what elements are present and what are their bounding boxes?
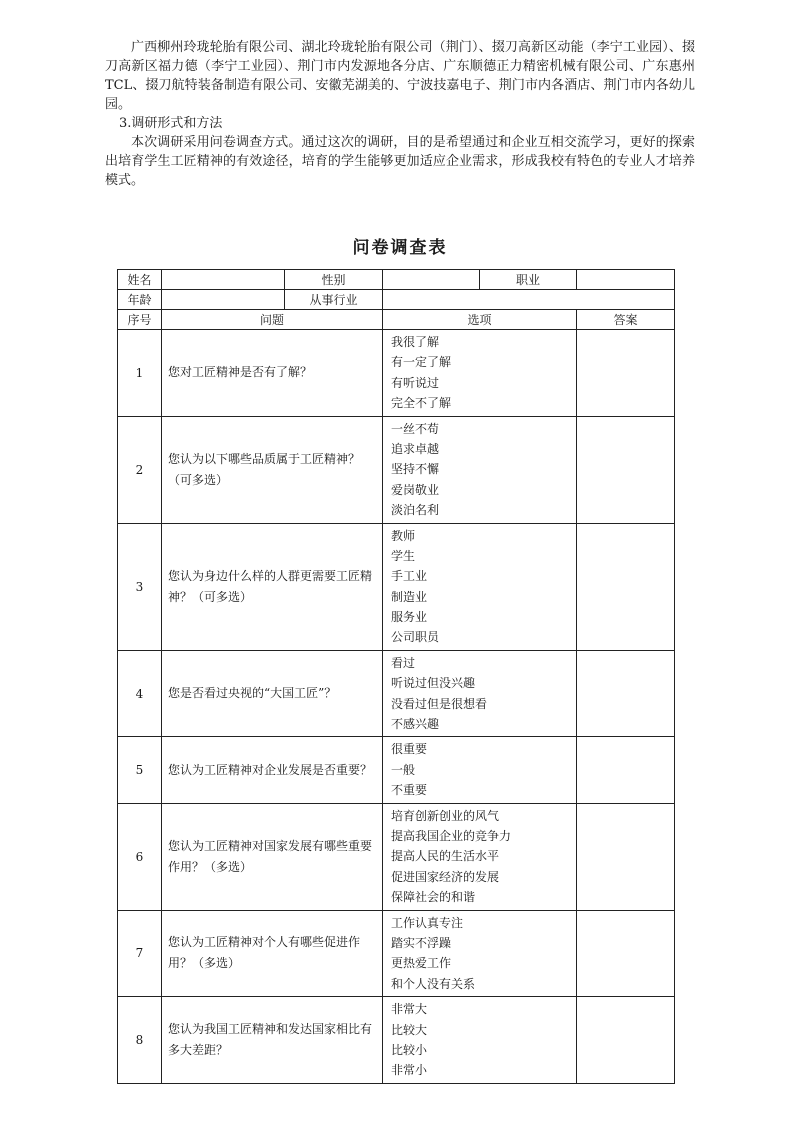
question-options — [383, 737, 577, 803]
question-row — [118, 737, 675, 803]
question-text: 您认为身边什么样的人群更需要工匠精神？（可多选） — [162, 523, 383, 650]
option-item: 学生 — [391, 548, 416, 563]
question-rows — [118, 330, 675, 1084]
question-number: 4 — [118, 650, 162, 737]
answer-cell[interactable] — [577, 650, 675, 737]
option-item: 服务业 — [391, 610, 428, 625]
option-item: 一丝不苟 — [391, 421, 440, 436]
option-item: 更热爱工作 — [391, 956, 452, 971]
option-item: 教师 — [391, 528, 416, 543]
column-header-question: 问题 — [162, 310, 383, 330]
name-label: 姓名 — [118, 270, 162, 290]
answer-cell[interactable] — [577, 416, 675, 523]
option-item: 非常小 — [391, 1063, 428, 1078]
question-text: 您认为工匠精神对个人有哪些促进作用？（多选） — [162, 910, 383, 997]
question-number: 6 — [118, 803, 162, 910]
option-item: 和个人没有关系 — [391, 976, 476, 991]
column-header-answer: 答案 — [577, 310, 675, 330]
question-options — [383, 650, 577, 737]
option-item: 一般 — [391, 762, 416, 777]
option-item: 保障社会的和谐 — [391, 890, 476, 905]
industry-label: 从事行业 — [285, 290, 383, 310]
section-heading-method: 3.调研形式和方法 — [119, 116, 223, 131]
option-item: 比较小 — [391, 1042, 428, 1057]
name-field[interactable] — [162, 270, 285, 290]
option-item: 不重要 — [391, 783, 428, 798]
option-item: 我很了解 — [391, 335, 440, 349]
gender-label: 性别 — [285, 270, 383, 290]
question-text: 您认为工匠精神对国家发展有哪些重要作用？（多选） — [162, 803, 383, 910]
answer-cell[interactable] — [577, 997, 675, 1084]
question-row — [118, 330, 675, 417]
answer-cell[interactable] — [577, 910, 675, 997]
question-number: 3 — [118, 523, 162, 650]
option-item: 没看过但是很想看 — [391, 696, 488, 711]
column-header-no: 序号 — [118, 310, 162, 330]
question-text: 您认为工匠精神对企业发展是否重要？ — [162, 737, 383, 803]
option-item: 追求卓越 — [391, 441, 440, 456]
question-options — [383, 910, 577, 997]
question-number: 8 — [118, 997, 162, 1084]
question-text: 您认为我国工匠精神和发达国家相比有多大差距？ — [162, 997, 383, 1084]
answer-cell[interactable] — [577, 737, 675, 803]
question-row — [118, 650, 675, 737]
option-item: 公司职员 — [391, 630, 440, 645]
age-field[interactable] — [162, 290, 285, 310]
option-item: 有听说过 — [391, 375, 440, 390]
option-item: 提高人民的生活水平 — [391, 849, 500, 864]
questionnaire-title: 问卷调查表 — [352, 238, 448, 258]
option-item: 手工业 — [391, 569, 428, 584]
option-item: 很重要 — [391, 742, 428, 757]
option-item: 坚持不懈 — [391, 462, 440, 477]
question-number: 1 — [118, 330, 162, 417]
column-header-row — [118, 310, 675, 330]
info-row-1 — [118, 270, 675, 290]
industry-field[interactable] — [383, 290, 675, 310]
question-options — [383, 523, 577, 650]
option-item: 非常大 — [391, 1002, 428, 1017]
column-header-options: 选项 — [383, 310, 577, 330]
option-item: 促进国家经济的发展 — [391, 869, 500, 884]
occupation-label: 职业 — [480, 270, 577, 290]
question-number: 7 — [118, 910, 162, 997]
question-options — [383, 803, 577, 910]
option-item: 比较大 — [391, 1022, 428, 1037]
question-row — [118, 803, 675, 910]
option-item: 看过 — [391, 655, 416, 670]
age-label: 年龄 — [118, 290, 162, 310]
question-text: 您认为以下哪些品质属于工匠精神？（可多选） — [162, 416, 383, 523]
answer-cell[interactable] — [577, 803, 675, 910]
question-row — [118, 910, 675, 997]
question-options — [383, 330, 577, 417]
question-options — [383, 416, 577, 523]
question-row — [118, 997, 675, 1084]
question-text: 您对工匠精神是否有了解？ — [162, 330, 383, 417]
question-number: 2 — [118, 416, 162, 523]
option-item: 工作认真专注 — [391, 915, 464, 930]
option-item: 完全不了解 — [391, 396, 452, 411]
option-item: 有一定了解 — [391, 355, 452, 370]
gender-field[interactable] — [383, 270, 480, 290]
occupation-field[interactable] — [577, 270, 675, 290]
intro-section — [105, 38, 695, 190]
option-item: 制造业 — [391, 589, 428, 604]
question-row — [118, 523, 675, 650]
option-item: 提高我国企业的竞争力 — [391, 828, 512, 843]
option-item: 培育创新创业的风气 — [391, 808, 500, 823]
intro-paragraph-companies: 广西柳州玲珑轮胎有限公司、湖北玲珑轮胎有限公司（荆门）、掇刀高新区动能（李宁工业园）、掇刀高新区福力德（李宁工业园）、荆门市内发源地各分店、广东顺德正力精密机械有限公司、广东惠州TCL、掇刀航特装备制造有限公司、安徽芜湖美的、宁波技嘉电子、荆门市内各酒店、荆门市内各幼儿园。 — [105, 40, 695, 112]
intro-paragraph-method: 本次调研采用问卷调查方式。通过这次的调研，目的是希望通过和企业互相交流学习，更好的探索出培育学生工匠精神的有效途径，培育的学生能够更加适应企业需求，形成我校有特色的专业人才培养模式。 — [105, 135, 695, 188]
option-item: 爱岗敬业 — [391, 482, 440, 497]
question-number: 5 — [118, 737, 162, 803]
option-item: 不感兴趣 — [391, 717, 440, 732]
question-row — [118, 416, 675, 523]
option-item: 淡泊名利 — [391, 503, 440, 518]
option-item: 听说过但没兴趣 — [391, 676, 476, 691]
question-text: 您是否看过央视的“大国工匠”？ — [162, 650, 383, 737]
info-row-2 — [118, 290, 675, 310]
questionnaire-table — [117, 269, 675, 1084]
answer-cell[interactable] — [577, 330, 675, 417]
answer-cell[interactable] — [577, 523, 675, 650]
question-options — [383, 997, 577, 1084]
option-item: 踏实不浮躁 — [391, 935, 452, 950]
